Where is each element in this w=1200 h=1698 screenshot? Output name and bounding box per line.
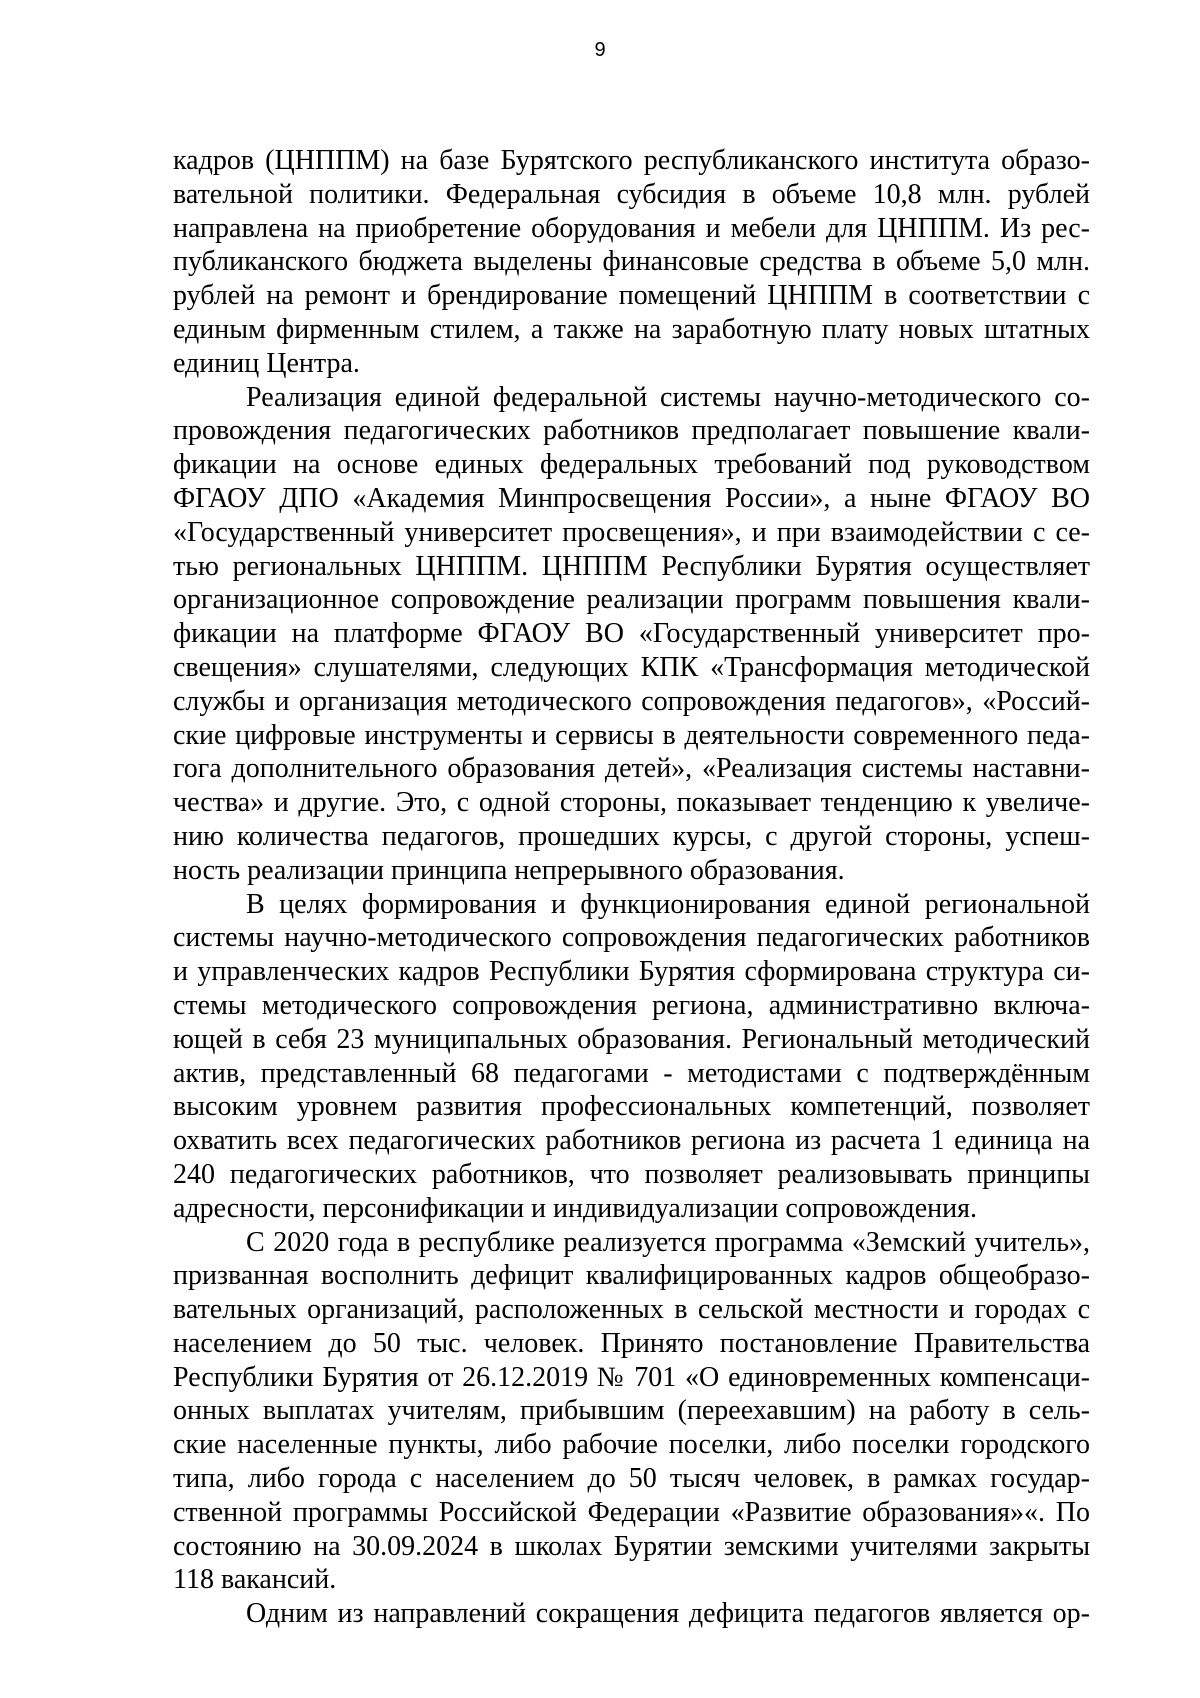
text-line: провождения педагогических работников предполагает повышение квали- [173,415,1090,447]
text-line: типа, либо города с населением до 50 тысяч человек, в рамках государ- [173,1463,1090,1495]
text-line: адресности, персонификации и индивидуализации сопровождения. [173,1192,978,1224]
text-line: стемы методического сопровождения региона, административно включа- [173,989,1090,1021]
text-line: тью региональных ЦНППМ. ЦНППМ Республики Бурятия осуществляет [173,550,1090,582]
text-line: населением до 50 тыс. человек. Принято постановление Правительства [173,1327,1090,1359]
text-line: Одним из направлений сокращения дефицита педагогов является ор- [246,1598,1090,1630]
text-line: фикации на платформе ФГАОУ ВО «Государственный университет про- [173,618,1090,650]
text-line: высоким уровнем развития профессиональных компетенций, позволяет [173,1091,1090,1123]
text-line: ность реализации принципа непрерывного образования. [173,854,845,886]
text-line: организационное сопровождение реализации программ повышения квали- [173,584,1090,616]
text-line: С 2020 года в республике реализуется программа «Земский учитель», [246,1226,1090,1258]
paragraph [173,1597,1090,1631]
text-line: 240 педагогических работников, что позволяет реализовывать принципы [173,1158,1090,1190]
text-line: ющей в себя 23 муниципальных образования. Региональный методический [173,1023,1090,1055]
text-line: единым фирменным стилем, а также на заработную плату новых штатных [173,313,1090,345]
paragraph [173,381,1090,888]
text-line: ственной программы Российской Федерации «Развитие образования»«. По [173,1496,1090,1528]
text-line: Республики Бурятия от 26.12.2019 № 701 «О единовременных компенсаци- [173,1361,1090,1393]
paragraph [173,888,1090,1226]
text-line: Реализация единой федеральной системы научно-методического со- [246,381,1090,413]
text-line: ские цифровые инструменты и сервисы в деятельности современного педа- [173,719,1090,751]
text-line: системы научно-методического сопровождения педагогических работников [173,922,1090,954]
text-line: единиц Центра. [173,347,360,379]
text-line: вательных организаций, расположенных в сельской местности и городах с [173,1294,1090,1326]
text-line: публиканского бюджета выделены финансовые средства в объеме 5,0 млн. [173,246,1090,278]
text-line: вательной политики. Федеральная субсидия в объеме 10,8 млн. рублей [173,178,1090,210]
text-line: состоянию на 30.09.2024 в школах Бурятии земскими учителями закрыты [173,1530,1090,1562]
document-body [173,144,1090,1631]
text-line: и управленческих кадров Республики Бурятия сформирована структура си- [173,956,1090,988]
text-line: ФГАОУ ДПО «Академия Минпросвещения России», а ныне ФГАОУ ВО [173,482,1090,514]
text-line: ские населенные пункты, либо рабочие поселки, либо поселки городского [173,1429,1090,1461]
text-line: направлена на приобретение оборудования и мебели для ЦНППМ. Из рес- [173,212,1090,244]
page-number: 9 [594,39,606,61]
paragraph [173,1226,1090,1598]
text-line: рублей на ремонт и брендирование помещений ЦНППМ в соответствии с [173,280,1090,312]
text-line: «Государственный университет просвещения», и при взаимодействии с се- [173,516,1090,548]
paragraph [173,144,1090,381]
text-line: В целях формирования и функционирования единой региональной [246,888,1090,920]
text-line: 118 вакансий. [173,1564,337,1596]
text-line: призванная восполнить дефицит квалифицированных кадров общеобразо- [173,1260,1090,1292]
text-line: кадров (ЦНППМ) на базе Бурятского республиканского института образо- [173,145,1090,176]
text-line: нию количества педагогов, прошедших курсы, с другой стороны, успеш- [173,820,1090,852]
text-line: актив, представленный 68 педагогами - методистами с подтверждённым [173,1057,1090,1089]
text-line: свещения» слушателями, следующих КПК «Трансформация методической [173,651,1090,683]
text-line: гога дополнительного образования детей», «Реализация системы наставни- [173,753,1090,785]
text-line: фикации на основе единых федеральных требований под руководством [173,449,1090,481]
text-line: службы и организация методического сопровождения педагогов», «Россий- [173,685,1090,717]
text-line: чества» и другие. Это, с одной стороны, показывает тенденцию к увеличе- [173,787,1090,819]
text-line: онных выплатах учителям, прибывшим (переехавшим) на работу в сель- [173,1395,1090,1427]
text-line: охватить всех педагогических работников региона из расчета 1 единица на [173,1125,1090,1157]
